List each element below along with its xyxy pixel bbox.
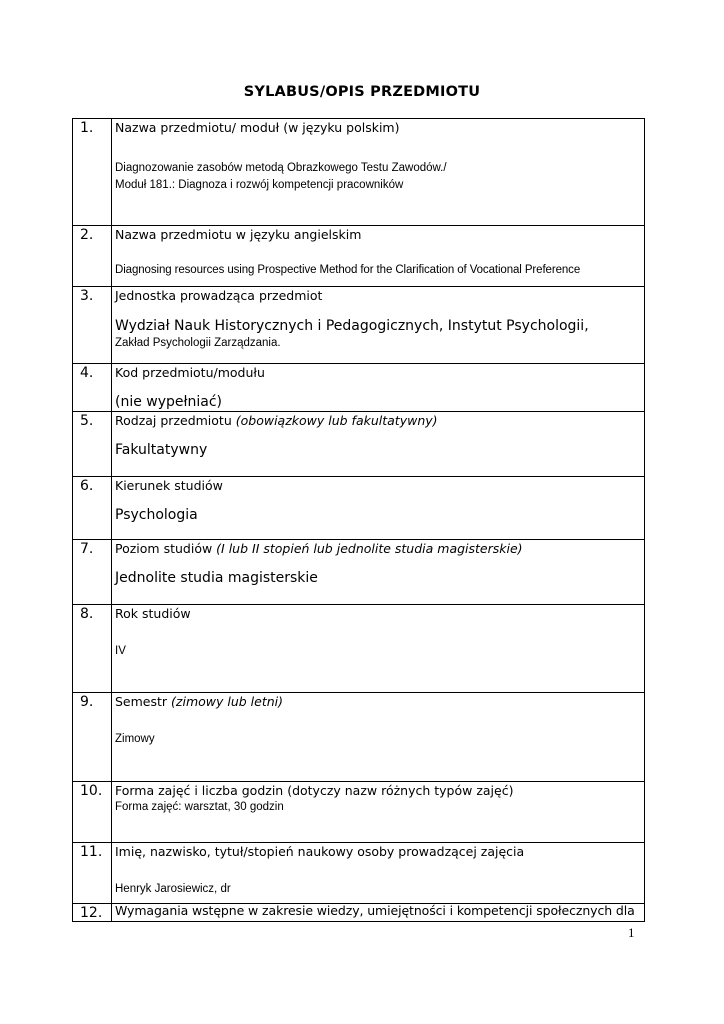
row-number: 1. (73, 119, 112, 226)
row-label: Kod przedmiotu/modułu (115, 365, 265, 380)
row-value: Henryk Jarosiewicz, dr (115, 883, 231, 895)
table-row (73, 226, 645, 287)
row-label-hint: (I lub II stopień lub jednolite studia magisterskie) (216, 541, 523, 556)
table-row (73, 364, 645, 412)
row-label: Semestr (115, 694, 172, 709)
document-title: SYLABUS/OPIS PRZEDMIOTU (243, 84, 481, 100)
row-number: 10. (73, 782, 112, 843)
row-label: Poziom studiów (115, 541, 217, 556)
row-value-sub: Zakład Psychologii Zarządzania. (115, 337, 281, 349)
row-number: 11. (73, 843, 112, 904)
table-row (73, 287, 645, 364)
row-value: IV (115, 645, 126, 657)
table-row (73, 843, 645, 904)
row-value: Jednolite studia magisterskie (115, 570, 318, 586)
row-number: 3. (73, 287, 112, 364)
table-row (73, 477, 645, 540)
row-label: Wymagania wstępne w zakresie wiedzy, umiejętności i kompetencji społecznych dla (115, 903, 635, 918)
row-number: 8. (73, 605, 112, 693)
row-value: Moduł 181.: Diagnoza i rozwój kompetencji pracowników (115, 179, 404, 191)
row-number: 2. (73, 226, 112, 287)
row-label: Rodzaj przedmiotu (115, 413, 236, 428)
row-label: Imię, nazwisko, tytuł/stopień naukowy osoby prowadzącej zajęcia (115, 844, 525, 859)
row-label: Kierunek studiów (115, 478, 223, 493)
row-number: 6. (73, 477, 112, 540)
row-label: Jednostka prowadząca przedmiot (115, 288, 323, 303)
row-label-hint: (zimowy lub letni) (171, 694, 284, 709)
row-value: Wydział Nauk Historycznych i Pedagogicznych, Instytut Psychologii, (115, 318, 589, 334)
row-number: 4. (73, 364, 112, 412)
row-number: 7. (73, 540, 112, 605)
table-row (73, 693, 645, 782)
row-value: Diagnozowanie zasobów metodą Obrazkowego Testu Zawodów./ (115, 162, 447, 174)
row-value: (nie wypełniać) (115, 394, 223, 410)
table-row (73, 904, 645, 922)
row-value: Forma zajęć: warsztat, 30 godzin (115, 801, 284, 813)
row-value: Zimowy (115, 733, 155, 745)
row-value: Fakultatywny (115, 442, 208, 458)
syllabus-table (72, 118, 645, 922)
row-number: 5. (73, 412, 112, 477)
table-row (73, 119, 645, 226)
row-label-hint: (obowiązkowy lub fakultatywny) (235, 413, 438, 428)
table-row (73, 782, 645, 843)
page-number: 1 (628, 925, 635, 940)
row-number: 12. (73, 904, 112, 922)
row-number: 9. (73, 693, 112, 782)
row-value: Diagnosing resources using Prospective Method for the Clarification of Vocational Preference (115, 264, 581, 276)
row-label: Rok studiów (115, 606, 191, 621)
row-label: Forma zajęć i liczba godzin (dotyczy nazw różnych typów zajęć) (115, 783, 514, 798)
row-label: Nazwa przedmiotu/ moduł (w języku polskim) (115, 120, 400, 135)
table-row (73, 412, 645, 477)
row-label: Nazwa przedmiotu w języku angielskim (115, 227, 362, 242)
row-value: Psychologia (115, 507, 198, 523)
table-row (73, 605, 645, 693)
table-row (73, 540, 645, 605)
